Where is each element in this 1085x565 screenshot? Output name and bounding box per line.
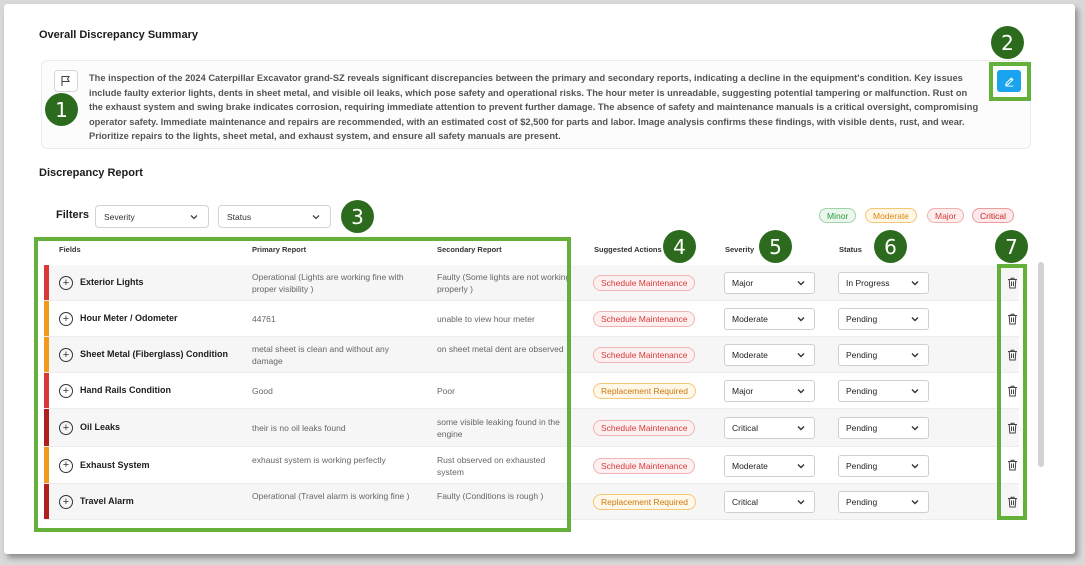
plus-circle-icon[interactable]: + bbox=[59, 421, 73, 435]
field-name: Hand Rails Condition bbox=[80, 385, 171, 395]
legend-moderate: Moderate bbox=[865, 208, 917, 223]
flag-button[interactable] bbox=[54, 70, 78, 92]
chevron-down-icon bbox=[795, 349, 807, 361]
col-header-fields: Fields bbox=[59, 245, 81, 254]
secondary-report-value: some visible leaking found in the engine bbox=[437, 417, 560, 439]
status-value: Pending bbox=[846, 497, 878, 507]
chevron-down-icon bbox=[795, 313, 807, 325]
severity-select[interactable] bbox=[724, 417, 815, 439]
status-value: Pending bbox=[846, 314, 878, 324]
severity-select[interactable] bbox=[724, 380, 815, 402]
status-filter-select[interactable] bbox=[218, 205, 331, 228]
annotation-badge-4: 4 bbox=[663, 230, 696, 263]
chevron-down-icon bbox=[909, 277, 921, 289]
chevron-down-icon bbox=[795, 496, 807, 508]
suggested-action-badge: Schedule Maintenance bbox=[593, 458, 695, 474]
col-header-actions: Suggested Actions bbox=[594, 245, 662, 254]
field-name: Exterior Lights bbox=[80, 277, 144, 287]
summary-text: The inspection of the 2024 Caterpillar Excavator grand-SZ reveals significant discrepancies between the primary and secondary reports, indicating a decline in the equipment's condition. Key issues include faulty exterior lights, dents in sheet metal, and visible oil leaks, which pose safety and operational risks. The hour meter is unreadable, suggesting potential tampering or malfunction. Rust on the exhaust system and swing brake indicates corrosion, requiring immediate attention to prevent further damage. The absence of safety and maintenance manuals is a critical oversight, compromising operator safety. Immediate maintenance and repairs are recommended, with an estimated cost of $2,500 for parts and labor. Image analysis confirms these findings, with visible dents, rust, and wear. Prioritize repairs to the lights, sheet metal, and exhaust system, and ensure all safety manuals are present. bbox=[89, 73, 979, 141]
suggested-action-badge: Schedule Maintenance bbox=[593, 275, 695, 291]
primary-report-value: Good bbox=[252, 386, 273, 396]
highlight-fields-columns bbox=[34, 237, 571, 532]
severity-select[interactable] bbox=[724, 455, 815, 477]
chevron-down-icon bbox=[909, 349, 921, 361]
severity-value: Critical bbox=[732, 497, 758, 507]
chevron-down-icon bbox=[909, 385, 921, 397]
secondary-report-value: Poor bbox=[437, 386, 455, 396]
secondary-report-value: on sheet metal dent are observed bbox=[437, 344, 564, 354]
field-name: Oil Leaks bbox=[80, 422, 121, 432]
chevron-down-icon bbox=[909, 422, 921, 434]
severity-value: Moderate bbox=[732, 350, 768, 360]
suggested-action-badge: Replacement Required bbox=[593, 383, 696, 399]
secondary-report-value: Faulty (Some lights are not working properly ) bbox=[437, 272, 571, 294]
primary-report-value: exhaust system is working perfectly bbox=[252, 454, 386, 465]
annotation-badge-6: 6 bbox=[874, 230, 907, 263]
legend-critical: Critical bbox=[972, 208, 1014, 223]
chevron-down-icon bbox=[909, 496, 921, 508]
severity-value: Moderate bbox=[732, 460, 768, 471]
plus-circle-icon[interactable]: + bbox=[59, 459, 73, 473]
primary-report-value: metal sheet is clean and without any damage bbox=[252, 344, 390, 366]
secondary-report-value: Rust observed on exhausted system bbox=[437, 454, 546, 477]
severity-select[interactable] bbox=[724, 308, 815, 330]
suggested-action-badge: Replacement Required bbox=[593, 494, 696, 510]
field-name: Sheet Metal (Fiberglass) Condition bbox=[80, 349, 229, 359]
status-filter-placeholder: Status bbox=[227, 211, 252, 222]
status-value: In Progress bbox=[846, 278, 890, 288]
chevron-down-icon bbox=[795, 422, 807, 434]
legend-minor: Minor bbox=[819, 208, 856, 223]
field-name: Travel Alarm bbox=[80, 496, 134, 506]
field-name: Hour Meter / Odometer bbox=[80, 313, 178, 323]
annotation-badge-3: 3 bbox=[341, 200, 374, 233]
plus-circle-icon[interactable]: + bbox=[59, 348, 73, 362]
status-select[interactable] bbox=[838, 272, 929, 294]
field-name: Exhaust System bbox=[80, 459, 150, 470]
status-value: Pending bbox=[846, 460, 878, 471]
status-select[interactable] bbox=[838, 344, 929, 366]
plus-circle-icon[interactable]: + bbox=[59, 384, 73, 398]
col-header-secondary: Secondary Report bbox=[437, 245, 502, 254]
status-select[interactable] bbox=[838, 491, 929, 513]
suggested-action-badge: Schedule Maintenance bbox=[593, 420, 695, 436]
severity-value: Major bbox=[732, 278, 754, 288]
chevron-down-icon bbox=[795, 277, 807, 289]
chevron-down-icon bbox=[795, 460, 807, 472]
col-header-status: Status bbox=[839, 245, 862, 254]
chevron-down-icon bbox=[909, 313, 921, 325]
status-value: Pending bbox=[846, 386, 878, 396]
filters-label: Filters bbox=[56, 209, 90, 221]
annotation-badge-5: 5 bbox=[759, 230, 792, 263]
annotation-badge-7: 7 bbox=[995, 230, 1028, 263]
severity-select[interactable] bbox=[724, 491, 815, 513]
status-select[interactable] bbox=[838, 417, 929, 439]
scrollbar[interactable] bbox=[1038, 262, 1044, 467]
summary-box bbox=[41, 60, 1031, 149]
annotation-badge-1: 1 bbox=[45, 93, 78, 126]
secondary-report-value: Faulty (Conditions is rough ) bbox=[437, 491, 544, 501]
chevron-down-icon bbox=[909, 460, 921, 472]
severity-select[interactable] bbox=[724, 272, 815, 294]
status-value: Pending bbox=[846, 423, 878, 433]
chevron-down-icon bbox=[188, 211, 200, 223]
secondary-report-value: unable to view hour meter bbox=[437, 314, 535, 324]
severity-value: Major bbox=[732, 386, 754, 396]
primary-report-value: their is no oil leaks found bbox=[252, 423, 346, 433]
status-select[interactable] bbox=[838, 308, 929, 330]
severity-value: Critical bbox=[732, 423, 758, 433]
report-title: Discrepancy Report bbox=[39, 167, 143, 179]
chevron-down-icon bbox=[795, 385, 807, 397]
summary-title: Overall Discrepancy Summary bbox=[39, 29, 198, 41]
primary-report-value: Operational (Lights are working fine with proper visibility ) bbox=[252, 272, 404, 294]
status-select[interactable] bbox=[838, 455, 929, 477]
annotation-badge-2: 2 bbox=[991, 26, 1024, 59]
suggested-action-badge: Schedule Maintenance bbox=[593, 347, 695, 363]
severity-filter-placeholder: Severity bbox=[104, 211, 135, 222]
severity-value: Moderate bbox=[732, 314, 768, 324]
app-window bbox=[4, 4, 1075, 554]
plus-circle-icon[interactable]: + bbox=[59, 276, 73, 290]
plus-circle-icon[interactable]: + bbox=[59, 495, 73, 509]
col-header-severity: Severity bbox=[725, 245, 755, 254]
status-select[interactable] bbox=[838, 380, 929, 402]
legend-major: Major bbox=[927, 208, 964, 223]
highlight-edit-button bbox=[989, 62, 1031, 101]
severity-filter-select[interactable] bbox=[95, 205, 209, 228]
flag-icon bbox=[60, 75, 72, 87]
status-value: Pending bbox=[846, 350, 878, 360]
chevron-down-icon bbox=[310, 211, 322, 223]
suggested-action-badge: Schedule Maintenance bbox=[593, 311, 695, 327]
highlight-delete-column bbox=[997, 264, 1027, 520]
primary-report-value: Operational (Travel alarm is working fine ) bbox=[252, 491, 410, 501]
plus-circle-icon[interactable]: + bbox=[59, 312, 73, 326]
col-header-primary: Primary Report bbox=[252, 245, 307, 254]
primary-report-value: 44761 bbox=[252, 314, 276, 324]
severity-select[interactable] bbox=[724, 344, 815, 366]
